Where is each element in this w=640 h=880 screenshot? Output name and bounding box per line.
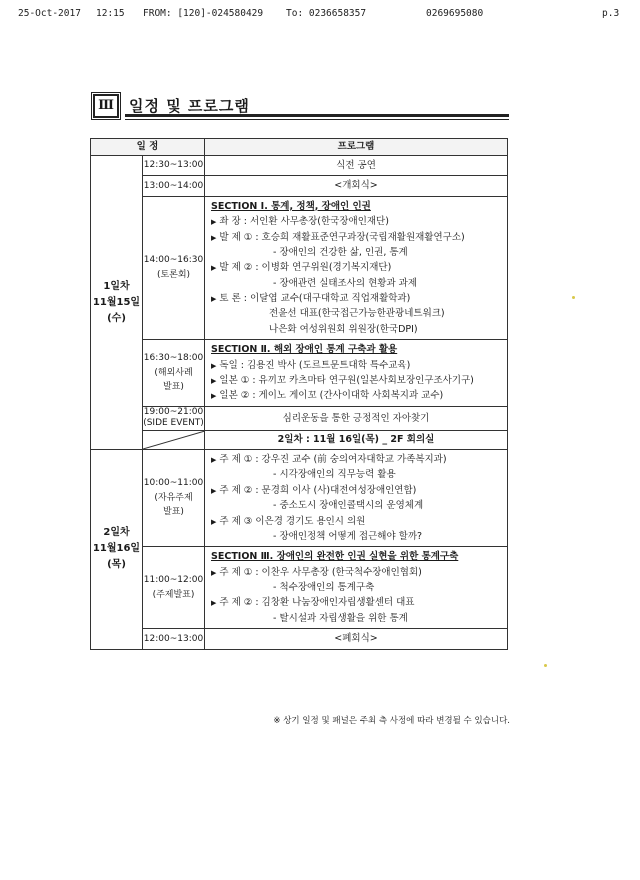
session-program <box>205 196 508 339</box>
session-text: <폐회식> <box>205 629 508 649</box>
list-item: - 장애인의 건강한 삶, 인권, 통계 <box>273 246 408 258</box>
bullet-icon: ▶ <box>211 361 217 370</box>
list-item: ▶ 토 론 : 이달엽 교수(대구대학교 직업재활학과) <box>211 293 411 304</box>
diagonal-cell <box>143 431 205 450</box>
session-time: 12:30~13:00 <box>143 156 205 176</box>
list-item: - 장애인정책 어떻게 접근해야 할까? <box>273 530 423 542</box>
fax-from: FROM: [120]-024580429 <box>143 8 264 19</box>
list-item: ▶ 독일 : 김용진 박사 (도르트문트대학 특수교육) <box>211 359 411 371</box>
diagonal-line-icon <box>143 431 205 449</box>
list-item: ▶ 주 제 ① : 이찬우 사무총장 (한국척수장애인협회) <box>211 566 422 578</box>
day2-date: 11월16일 <box>92 543 141 555</box>
table-row <box>91 340 508 407</box>
session-time-cell <box>143 547 205 629</box>
table-row <box>91 431 508 450</box>
list-item: ▶ 발 제 ① : 호승희 재활표준연구과장(국립재활원재활연구소) <box>211 231 465 243</box>
session-time: 12:00~13:00 <box>143 629 205 649</box>
list-item: ▶ 좌 장 : 서인환 사무총장(한국장애인재단) <box>211 216 389 228</box>
day2-weekday: (목) <box>107 559 126 571</box>
fax-date: 25-Oct-2017 <box>18 8 81 19</box>
list-item: ▶ 일본 ② : 게이노 게이꼬 (간사이대학 사회복지과 교수) <box>211 390 444 402</box>
list-item: - 중소도시 장애인콜택시의 운영체계 <box>273 500 424 512</box>
list-item: - 탈시설과 자립생활을 위한 통계 <box>273 612 408 624</box>
list-item: ▶ 일본 ① : 유끼꼬 카츠마타 연구원(일본사회보장인구조사기구) <box>211 374 474 386</box>
session-time-cell <box>143 450 205 547</box>
session-time: 11:00~12:00 <box>143 575 204 586</box>
day1-label: 1일차 <box>103 280 130 292</box>
table-row <box>91 196 508 339</box>
list-item: - 시각장애인의 직무능력 활용 <box>273 469 396 481</box>
day1-weekday: (수) <box>107 312 126 324</box>
header-date: 일 정 <box>91 139 205 156</box>
session-text: 심리운동을 통한 긍정적인 자아찾기 <box>205 406 508 430</box>
fax-header <box>18 8 626 24</box>
section-rule-thick <box>125 114 509 117</box>
list-item: ▶ 발 제 ② : 이병화 연구위원(경기복지재단) <box>211 262 392 274</box>
table-row <box>91 406 508 430</box>
session-text: <개회식> <box>205 176 508 196</box>
section-title: 일정 및 프로그램 <box>129 97 250 115</box>
session-time: 16:30~18:00 <box>143 353 204 363</box>
section-3-title: SECTION Ⅲ. 장애인의 완전한 인권 실현을 위한 통계구축 <box>211 551 459 563</box>
table-row <box>91 176 508 196</box>
footnote: ※ 상기 일정 및 패널은 주최 측 사정에 따라 변경될 수 있습니다. <box>273 716 510 726</box>
session-note: (토론회) <box>156 269 191 280</box>
list-item: ▶ 주 제 ① : 강우진 교수 (前 숭의여자대학교 가족복지과) <box>211 454 447 465</box>
list-item: - 장애관련 실태조사의 현황과 과제 <box>273 277 418 289</box>
fax-to: To: 0236658357 <box>286 8 367 19</box>
session-note: (해외사례 <box>154 367 193 378</box>
session-note: (자유주제 <box>154 492 193 503</box>
section-2-title: SECTION Ⅱ. 해외 장애인 통계 구축과 활용 <box>211 344 398 356</box>
day2-label-cell <box>91 450 143 650</box>
session-program <box>205 450 508 547</box>
section-1-title: SECTION Ⅰ. 통계, 정책, 장애인 인권 <box>211 200 371 212</box>
header-program: 프로그램 <box>205 139 508 156</box>
session-text: 식전 공연 <box>205 156 508 176</box>
list-item: ▶ 주 제 ② : 김창환 나눔장애인자립생활센터 대표 <box>211 597 415 609</box>
bullet-icon: ▶ <box>211 486 217 495</box>
section-heading <box>93 94 509 120</box>
fax-time: 12:15 <box>96 8 125 19</box>
session-time-cell <box>143 406 205 430</box>
bullet-icon: ▶ <box>211 264 217 273</box>
session-note: 발표) <box>163 382 184 393</box>
table-row <box>91 547 508 629</box>
list-item: - 척수장애인의 통계구축 <box>273 582 375 593</box>
bullet-icon: ▶ <box>211 568 217 577</box>
session-time: 14:00~16:30 <box>143 255 204 266</box>
list-item: 전윤선 대표(한국접근가능한관광네트워크) <box>269 308 445 320</box>
session-time: 10:00~11:00 <box>143 478 204 489</box>
fax-number: 0269695080 <box>426 8 484 19</box>
section-number: Ⅲ <box>93 94 119 118</box>
bullet-icon: ▶ <box>211 233 217 242</box>
scan-speck <box>572 296 575 299</box>
session-note: 발표) <box>163 507 184 518</box>
session-time: 19:00~21:00 <box>143 406 204 417</box>
table-row <box>91 629 508 649</box>
fax-page: p.3 <box>602 8 620 19</box>
session-program <box>205 340 508 407</box>
day2-label: 2일차 <box>103 527 130 539</box>
bullet-icon: ▶ <box>211 295 217 303</box>
bullet-icon: ▶ <box>211 218 217 227</box>
section-rule-thin <box>125 119 509 120</box>
list-item: ▶ 주 제 ③ 이은경 경기도 용인시 의원 <box>211 515 366 527</box>
bullet-icon: ▶ <box>211 517 217 526</box>
list-item: 나은화 여성위원회 위원장(한국DPI) <box>269 323 418 335</box>
bullet-icon: ▶ <box>211 376 217 385</box>
table-row <box>91 450 508 547</box>
bullet-icon: ▶ <box>211 456 217 464</box>
session-time-cell <box>143 340 205 407</box>
scan-speck <box>544 664 547 667</box>
list-item: ▶ 주 제 ② : 문경희 이사 (사)대전여성장애인연합) <box>211 484 417 496</box>
session-program <box>205 547 508 629</box>
bullet-icon: ▶ <box>211 392 217 401</box>
day1-label-cell <box>91 156 143 450</box>
day2-header: 2일차 : 11월 16일(목) _ 2F 회의실 <box>205 431 508 450</box>
session-note: (주제발표) <box>152 589 195 600</box>
schedule-table <box>90 138 508 650</box>
table-header-row <box>91 139 508 156</box>
session-time-cell <box>143 196 205 339</box>
bullet-icon: ▶ <box>211 599 217 608</box>
table-row <box>91 156 508 176</box>
session-time: 13:00~14:00 <box>143 176 205 196</box>
session-note: (SIDE EVENT) <box>143 418 204 429</box>
day1-date: 11월15일 <box>92 296 141 308</box>
